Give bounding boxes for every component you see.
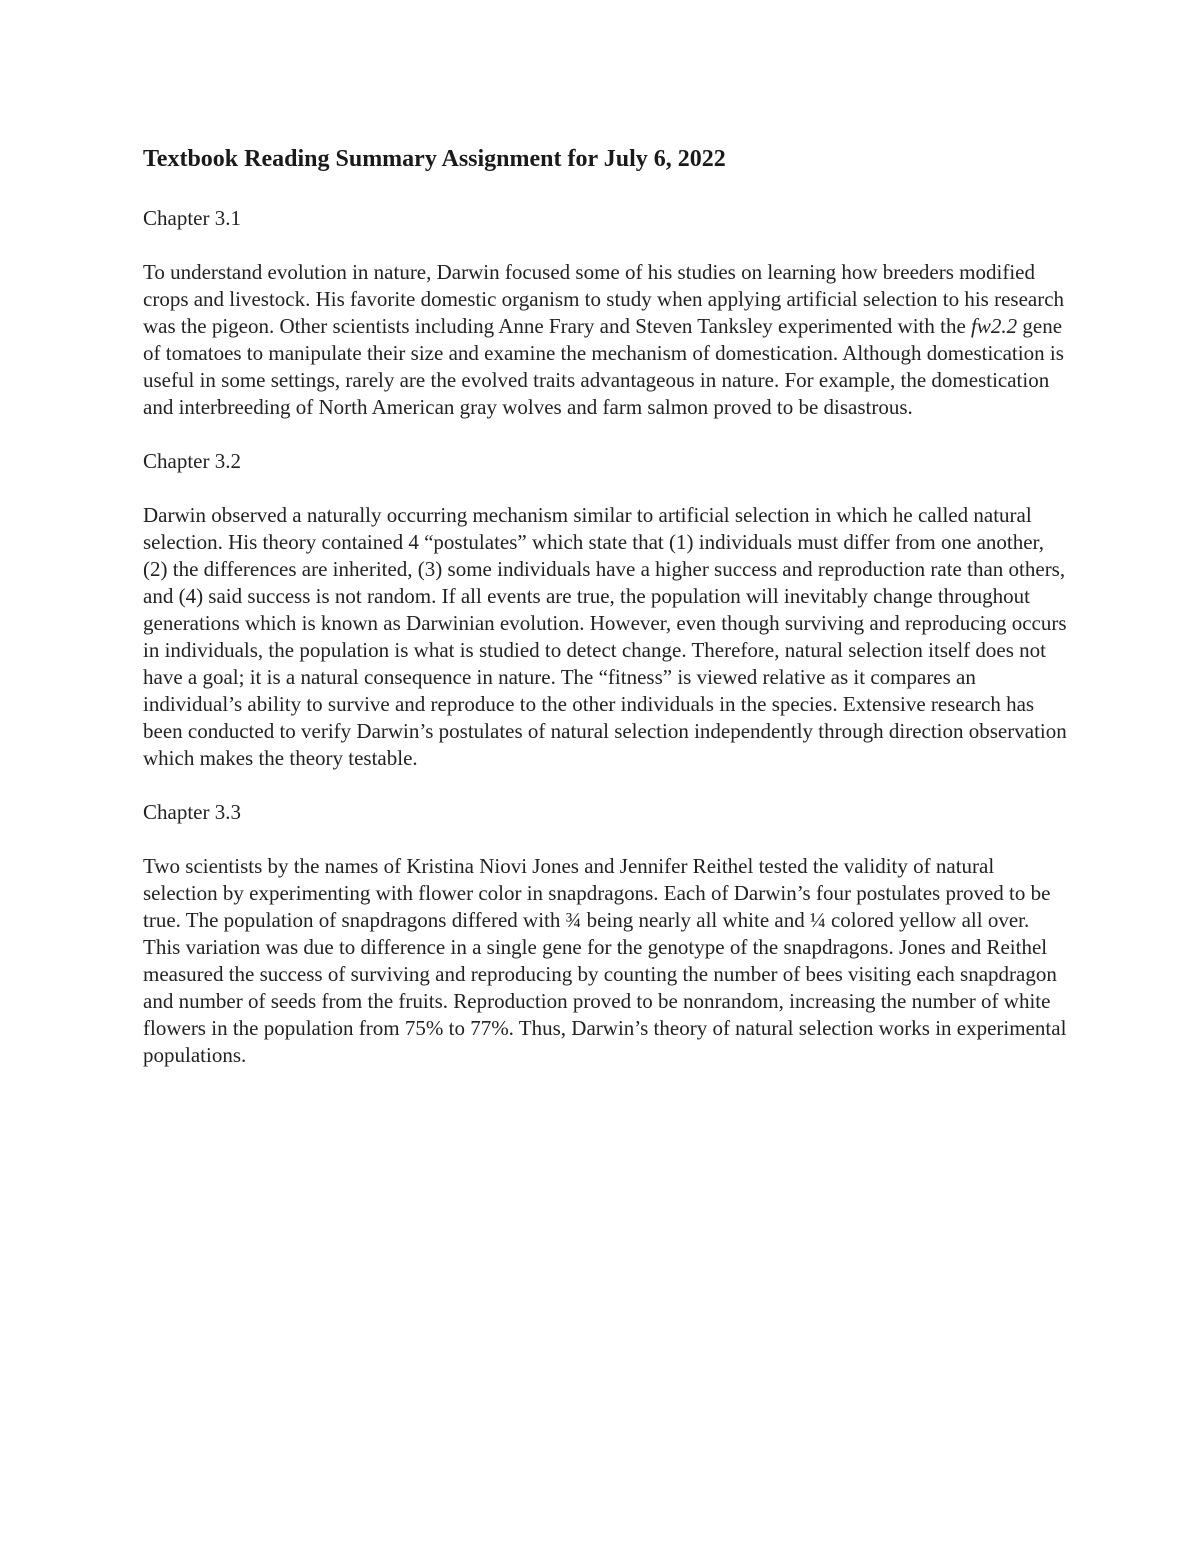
body-text: To understand evolution in nature, Darwin focused some of his studies on learning how breeders modified crops and livestock. His favorite domestic organism to study when applying artificial selection to his research was the pigeon. Other scientists including Anne Frary and Steven Tanksley experimented with the — [143, 260, 1065, 338]
section-body — [143, 259, 1068, 421]
section-heading: Chapter 3.2 — [143, 449, 241, 473]
document-title: Textbook Reading Summary Assignment for July 6, 2022 — [143, 146, 726, 172]
section-chapter-3-2 — [143, 448, 1068, 772]
document-content — [143, 141, 1068, 1096]
section-chapter-3-1 — [143, 205, 1068, 421]
section-heading: Chapter 3.1 — [143, 206, 241, 230]
body-text: gene of tomatoes to manipulate their size and examine the mechanism of domestication. Although domestication is useful in some settings, rarely are the evolved traits advantageous in nature. For example, the domestication and interbreeding of North American gray wolves and farm salmon proved to be disastrous. — [143, 314, 1064, 419]
section-body: Two scientists by the names of Kristina Niovi Jones and Jennifer Reithel tested the validity of natural selection by experimenting with flower color in snapdragons. Each of Darwin’s four postulates proved to be true. The population of snapdragons differed with ¾ being nearly all white and ¼ colored yellow all over. This variation was due to difference in a single gene for the genotype of the snapdragons. Jones and Reithel measured the success of surviving and reproducing by counting the number of bees visiting each snapdragon and number of seeds from the fruits. Reproduction proved to be nonrandom, increasing the number of white flowers in the population from 75% to 77%. Thus, Darwin’s theory of natural selection works in experimental populations. — [143, 854, 1067, 1067]
gene-name: fw2.2 — [971, 314, 1018, 338]
section-heading: Chapter 3.3 — [143, 800, 241, 824]
section-chapter-3-3 — [143, 799, 1068, 1069]
section-body: Darwin observed a naturally occurring mechanism similar to artificial selection in which he called natural selection. His theory contained 4 “postulates” which state that (1) individuals must differ from one another, (2) the differences are inherited, (3) some individuals have a higher success and reproduction rate than others, and (4) said success is not random. If all events are true, the population will inevitably change throughout generations which is known as Darwinian evolution. However, even though surviving and reproducing occurs in individuals, the population is what is studied to detect change. Therefore, natural selection itself does not have a goal; it is a natural consequence in nature. The “fitness” is viewed relative as it compares an individual’s ability to survive and reproduce to the other individuals in the species. Extensive research has been conducted to verify Darwin’s postulates of natural selection independently through direction observation which makes the theory testable. — [143, 503, 1067, 770]
